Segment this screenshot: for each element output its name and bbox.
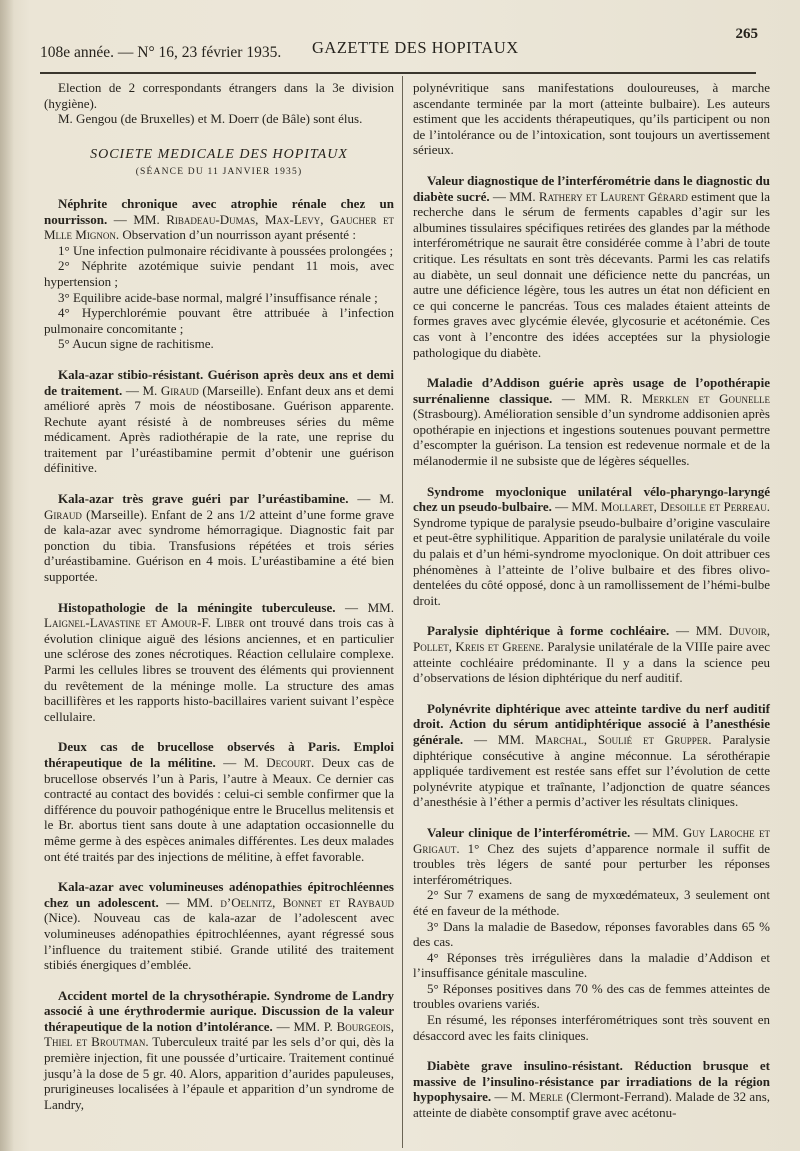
article-authors: MM. Rathery et Laurent Gérard xyxy=(509,188,688,204)
article-title: Polynévrite diphtérique avec atteinte tardive du nerf auditif droit. Action du sérum antidiphtérique associé à l’anesthésie générale. xyxy=(413,700,770,747)
article-text: Paralysie unilatérale de la VIIIe paire avec atteinte cochléaire prédominante. Il y a dans la science peu d’observations de lésion diphtérique du nerf auditif. xyxy=(413,639,770,686)
article-text: (Marseille). Enfant deux ans et demi amélioré après 7 mois de néostibosane. Guérison apparente. Rechute ayant résisté à de nombreuses séries du même médicament. Après radiothérapie de la rate, une reprise du traitement par l’uréastibamine permit d’obtenir une guérison définitive. xyxy=(44,382,394,476)
article-title: Diabète grave insulino-résistant. Réduction brusque et massive de l’insulino-résistance par irradiations de la région hypophysaire. xyxy=(413,1058,770,1105)
article: Valeur clinique de l’interférométrie. — MM. Guy Laroche et Grigaut. 1° Chez des sujets d’apparence normale il suffit de troubles très légers de santé pour perturber les réponses interférométriques. 2° Sur 7 examens de sang de myxœdémateux, 3 seulement ont été en faveur de la méthode. 3° Dans la maladie de Basedow, réponses favorables dans 65 % des cas. 4° Réponses très irrégulières dans la maladie d’Addison et l’insuffisance génitale masculine. 5° Réponses positives dans 70 % des cas de femmes atteintes de troubles ovariens variés. En résumé, les réponses interférométriques sont très souvent en désaccord avec les faits cliniques. xyxy=(413,824,771,1043)
article-title: Paralysie diphtérique à forme cochléaire. xyxy=(427,623,670,639)
article: Paralysie diphtérique à forme cochléaire. — MM. Duvoir, Pollet, Kreis et Greene. Paralysie unilatérale de la VIIIe paire avec atteinte cochléaire prédominante. Il y a dans la science peu d’observations de lésion diphtérique du nerf auditif. xyxy=(413,623,770,686)
article-title: Valeur clinique de l’interférométrie. xyxy=(427,824,631,840)
page-number: 265 xyxy=(735,26,758,42)
article-text: ont trouvé dans trois cas à évolution clinique aiguë des lésions anciennes, et en particulier une sclérose des zones nécrotiques. Réaction cellulaire complexe. Parmi les cellules libres se trouvent des éléments qui proviennent du revêtement de la méninge molle. La structure des amas bacillifères et les rapports histo-bacillaires varient suivant l’espèce cellulaire. xyxy=(44,615,395,724)
article: Néphrite chronique avec atrophie rénale chez un nourrisson. — MM. Ribadeau-Dumas, Max-Levy, Gaucher et Mlle Mignon. Observation d’un nourrisson ayant présenté : 1° Une infection pulmonaire récidivante à poussées prolongées ; 2° Néphrite azotémique suivie pendant 11 mois, avec hypertension ; 3° Equilibre acide-base normal, malgré l’insuffisance rénale ; 4° Hyperchlorémie pouvant être attribuée à l’infection pulmonaire concomitante ; 5° Aucun signe de rachitisme. xyxy=(44,195,395,352)
list-item: 2° Néphrite azotémique suivie pendant 11 mois, avec hypertension ; xyxy=(44,258,394,289)
article: Valeur diagnostique de l’interférométrie dans le diagnostic du diabète sucré. — MM. Rathery et Laurent Gérard estiment que la recherche dans le sérum de ferments capables d’agir sur les albumines tissulaires spécifiques retirées des glandes par la méthode interférométrique ne saurait être considérée comme à l’abri de toute critique. Les résultats en sont très décevants. Parmi les cas relatifs au diabète, un seul donnait une déficience nette du pancréas, un autre une déficience légère, tous les autres un état non déficient en ce qui concerne le pancréas. Tous ces malades étaient atteints de formes graves avec glycémie élevée, glycosurie et acétonémie. Ces cas vont à l’encontre des idées acceptées sur la physiologie pathologique du diabète. xyxy=(413,172,770,360)
list-item: 3° Equilibre acide-base normal, malgré l’insuffisance rénale ; xyxy=(58,289,378,305)
article-title: Néphrite chronique avec atrophie rénale chez un nourrisson. xyxy=(44,195,394,227)
article-list xyxy=(44,243,394,352)
header-rule xyxy=(40,72,756,74)
issue-line: 108e année. — N° 16, 23 février 1935. xyxy=(40,44,282,61)
article: Kala-azar très grave guéri par l’uréastibamine. — M. Giraud (Marseille). Enfant de 2 ans 1/2 atteint d’une forme grave de kala-azar avec syndrome hémorragique. Diagnostic fait par ponction du tibia. Transfusions répétées et trois séries d’uréastibamine. Guérison en 4 mois. L’uréastibamine a été bien supportée. xyxy=(44,491,395,585)
article-text: (Nice). Nouveau cas de kala-azar de l’adolescent avec volumineuses adénopathies épitrochléennes, ayant régressé sous l’influence du traitement stibié. Grande utilité des traitement stibiés énergiques d’emblée. xyxy=(44,910,394,973)
right-column xyxy=(413,80,770,1121)
list-item: 4° Hyperchlorémie pouvant être attribuée à l’infection pulmonaire concomitante ; xyxy=(44,305,394,336)
list-item: 5° Aucun signe de rachitisme. xyxy=(58,336,214,352)
article-authors: MM. P. Bourgeois, Thiel et Broutman. xyxy=(44,1018,394,1050)
section-title: SOCIETE MEDICALE DES HOPITAUX xyxy=(90,146,348,162)
article: Kala-azar stibio-résistant. Guérison après deux ans et demi de traitement. — M. Giraud (Marseille). Enfant deux ans et demi amélioré après 7 mois de néostibosane. Guérison apparente. Rechute ayant résisté à de nombreuses séries du même médicament. Après radiothérapie de la rate, une reprise du traitement par l’uréastibamine permit d’obtenir une guérison définitive. xyxy=(44,366,394,476)
column-divider xyxy=(402,76,403,1148)
article-authors: M. Giraud xyxy=(142,382,199,398)
section-subtitle: (SÉANCE DU 11 JANVIER 1935) xyxy=(135,167,303,178)
left-column xyxy=(44,80,394,1112)
article-title: Maladie d’Addison guérie après usage de l’opothérapie surrénalienne classique. xyxy=(413,375,770,406)
page-header xyxy=(40,26,758,61)
article-text: Paralysie diphtérique consécutive à angine méconnue. La sérothérapie appliquée tardivement est restée sans effet sur l’évolution de cette polynévrite atypique et traînante, l’adjonction de quatre séances d’anesthésie à l’éther a permis d’activer les résultats cliniques. xyxy=(413,731,770,810)
article: Kala-azar avec volumineuses adénopathies épitrochléennes chez un adolescent. — MM. d’Oelnitz, Bonnet et Raybaud (Nice). Nouveau cas de kala-azar de l’adolescent avec volumineuses adénopathies épitrochléennes, ayant régressé sous l’influence du traitement stibié. Grande utilité des traitement stibiés énergiques d’emblée. xyxy=(44,879,395,973)
article-title: Kala-azar avec volumineuses adénopathies épitrochléennes chez un adolescent. xyxy=(44,879,394,910)
article-authors: MM. d’Oelnitz, Bonnet et Raybaud xyxy=(186,894,395,910)
article-text: (Strasbourg). Amélioration sensible d’un syndrome addisonien après opothérapie en injections et ingestions soutenues pouvant permettre d’escompter la guérison. La tension est redevenue normale et de la mélanodermie il ne subsiste que de légères séquelles. xyxy=(413,406,770,469)
list-item: En résumé, les réponses interférométriques sont très souvent en désaccord avec les faits cliniques. xyxy=(413,1012,770,1043)
article: Syndrome myoclonique unilatéral vélo-pharyngo-laryngé chez un pseudo-bulbaire. — MM. Mollaret, Desoille et Perreau. Syndrome typique de paralysie pseudo-bulbaire d’origine vasculaire et peut-être syphilitique. Apparition de paralysie unilatérale du voile du palais et d’un hémi-syndrome myoclonique. On doit attribuer ces phénomènes à l’atteinte de l’olive bulbaire et des fibres olivo-dentelées du côté opposé, donc à un ramollissement de l’hémi-bulbe droit. xyxy=(413,483,771,608)
article-text: Tuberculeux traité par les sels d’or qui, dès la première injection, fit une poussée d’urticaire. Traitement continué jusqu’à la dose de 5 gr. 40. Alors, apparition d’aurides papuleuses, prurigineuses localisées à l’épaule et apparition d’un syndrome de Landry, xyxy=(44,1034,394,1112)
intro-paragraph: Election de 2 correspondants étrangers dans la 3e division (hygiène). xyxy=(44,80,394,111)
article-authors: MM. Ribadeau-Dumas, Max-Levy, Gaucher et Mlle Mignon. xyxy=(44,211,395,243)
article: Maladie d’Addison guérie après usage de l’opothérapie surrénalienne classique. — MM. R. Merklen et Gounelle (Strasbourg). Amélioration sensible d’un syndrome addisonien après opothérapie en injections et ingestions soutenues pouvant permettre d’escompter la guérison. La tension est redevenue normale et de la mélanodermie il ne subsiste que de légères séquelles. xyxy=(413,375,770,469)
article-authors: MM. R. Merklen et Gounelle xyxy=(584,390,770,406)
article-title: Histopathologie de la méningite tuberculeuse. xyxy=(58,599,336,615)
article: Accident mortel de la chrysothérapie. Syndrome de Landry associé à une érythrodermie aurique. Discussion de la valeur thérapeutique de la notion d’intolérance. — MM. P. Bourgeois, Thiel et Broutman. Tuberculeux traité par les sels d’or qui, dès la première injection, fit une poussée d’urticaire. Traitement continué jusqu’à la dose de 5 gr. 40. Alors, apparition d’aurides papuleuses, prurigineuses localisées à l’épaule et apparition d’un syndrome de Landry, xyxy=(44,987,394,1112)
article-text: Deux cas de brucellose observés l’un à Paris, l’autre à Meaux. Ce dernier cas contracté au contact des bovidés : celui-ci semble confirmer que la différence du pouvoir pathogénique entre le Brucellus melitensis et le Br. abortus tient sans doute à une adaptation occasionnelle du même germe à des espèces animales différentes. Les deux malades ont été traités par des injections de mélitine, à effet favorable. xyxy=(44,754,394,864)
article: Diabète grave insulino-résistant. Réduction brusque et massive de l’insulino-résistance par irradiations de la région hypophysaire. — M. Merle (Clermont-Ferrand). Malade de 32 ans, atteinte de diabète consomptif grave avec acétonu- xyxy=(413,1058,770,1121)
article-authors: M. Merle xyxy=(510,1089,563,1105)
article-authors: MM. Guy Laroche et Grigaut. xyxy=(413,824,770,856)
article-title: Accident mortel de la chrysothérapie. Syndrome de Landry associé à une érythrodermie aurique. Discussion de la valeur thérapeutique de la notion d’intolérance. xyxy=(44,987,394,1034)
article-text: Observation d’un nourrisson ayant présenté : xyxy=(122,227,356,243)
intro-paragraph: M. Gengou (de Bruxelles) et M. Doerr (de Bâle) sont élus. xyxy=(58,111,363,127)
list-item: 5° Réponses positives dans 70 % des cas de femmes atteintes de troubles ovariens variés. xyxy=(413,980,770,1012)
article: Deux cas de brucellose observés à Paris. Emploi thérapeutique de la mélitine. — M. Decourt. Deux cas de brucellose observés l’un à Paris, l’autre à Meaux. Ce dernier cas contracté au contact des bovidés : celui-ci semble confirmer que la différence du pouvoir pathogénique entre le Brucellus melitensis et le Br. abortus tient sans doute à une adaptation occasionnelle du même germe à des espèces animales différentes. Les deux malades ont été traités par des injections de mélitine, à effet favorable. xyxy=(44,739,394,864)
article-text: Syndrome typique de paralysie pseudo-bulbaire d’origine vasculaire et peut-être syphilitique. Apparition de paralysie unilatérale du voile du palais et d’un hémi-syndrome myoclonique. On doit attribuer ces phénomènes à l’atteinte de l’olive bulbaire et des fibres olivo-dentelées du côté opposé, donc à un ramollissement de l’hémi-bulbe droit. xyxy=(413,514,770,608)
article-title: Kala-azar très grave guéri par l’uréastibamine. xyxy=(58,491,349,507)
article-title: Valeur diagnostique de l’interférométrie dans le diagnostic du diabète sucré. xyxy=(413,172,770,204)
article-authors: MM. Mollaret, Desoille et Perreau. xyxy=(571,499,771,515)
article-text: 1° Chez des sujets d’apparence normale il suffit de troubles très légers de santé pour perturber les réponses interférométriques. xyxy=(413,840,771,887)
list-item: 1° Une infection pulmonaire récidivante à poussées prolongées ; xyxy=(58,242,394,258)
article-title: Kala-azar stibio-résistant. Guérison après deux ans et demi de traitement. xyxy=(44,366,394,398)
article-title: Syndrome myoclonique unilatéral vélo-pharyngo-laryngé chez un pseudo-bulbaire. xyxy=(413,483,770,515)
article-title: Deux cas de brucellose observés à Paris. Emploi thérapeutique de la mélitine. xyxy=(44,739,394,770)
list-item: 4° Réponses très irrégulières dans la maladie d’Addison et l’insuffisance génitale masculine. xyxy=(413,949,770,981)
article-authors: MM. Laignel-Lavastine et Amour-F. Liber xyxy=(44,599,394,631)
article: Polynévrite diphtérique avec atteinte tardive du nerf auditif droit. Action du sérum antidiphtérique associé à l’anesthésie générale. — MM. Marchal, Soulié et Grupper. Paralysie diphtérique consécutive à angine méconnue. La sérothérapie appliquée tardivement est restée sans effet sur l’évolution de cette polynévrite atypique et traînante, l’adjonction de quatre séances d’anesthésie à l’éther a permis d’activer les résultats cliniques. xyxy=(413,700,770,810)
binding-shadow xyxy=(0,0,14,1151)
journal-title: GAZETTE DES HOPITAUX xyxy=(312,38,519,57)
article-text: (Marseille). Enfant de 2 ans 1/2 atteint d’une forme grave de kala-azar avec syndrome hémorragique. Diagnostic fait par ponction du tibia. Transfusions répétées et trois séries d’uréastibamine. Guérison en 4 mois. L’uréastibamine a été bien supportée. xyxy=(44,506,395,585)
continued-paragraph: polynévritique sans manifestations douloureuses, à marche ascendante terminée par la mort (atteinte bulbaire). Les auteurs estiment que les accidents thérapeutiques, qu’ils participent ou non de l’intolérance ou de l’intoxication, sont toujours un avertissement sérieux. xyxy=(413,80,770,158)
article-authors: M. Giraud xyxy=(44,491,395,522)
article-authors: MM. Duvoir, Pollet, Kreis et Greene. xyxy=(413,623,770,654)
article-list xyxy=(413,887,770,1043)
list-item: 3° Dans la maladie de Basedow, réponses favorables dans 65 % des cas. xyxy=(413,918,770,950)
article: Histopathologie de la méningite tuberculeuse. — MM. Laignel-Lavastine et Amour-F. Liber ont trouvé dans trois cas à évolution clinique aiguë des lésions anciennes, et en particulier une sclérose des zones nécrotiques. Réaction cellulaire complexe. Parmi les cellules libres se trouvent des éléments qui proviennent du revêtement de la méninge molle. La structure des amas bacillifères et les rapports histo-bacillaires varient suivant l’espèce cellulaire. xyxy=(44,599,395,724)
list-item: 2° Sur 7 examens de sang de myxœdémateux, 3 seulement ont été en faveur de la méthode. xyxy=(413,887,770,918)
article-text: estiment que la recherche dans le sérum de ferments capables d’agir sur les albumines tissulaires spécifiques retirées des glandes par la méthode interférométrique ne saurait être considérée comme à l’abri de toute critique. Les résultats en sont très décevants. Parmi les cas relatifs au diabète, un seul donnait une déficience nette du pancréas, un autre une déficience légère, tous les autres un état non déficient en ce qui concerne le pancréas. Tous ces malades étaient atteints de formes graves avec glycémie élevée, glycosurie et acétonémie. Ces cas vont à l’encontre des idées acceptées sur la physiologie pathologique du diabète. xyxy=(413,188,770,360)
article-authors: M. Decourt. xyxy=(243,754,315,770)
article-authors: MM. Marchal, Soulié et Grupper. xyxy=(497,731,712,747)
article-text: (Clermont-Ferrand). Malade de 32 ans, atteinte de diabète consomptif grave avec acétonu- xyxy=(413,1089,770,1121)
